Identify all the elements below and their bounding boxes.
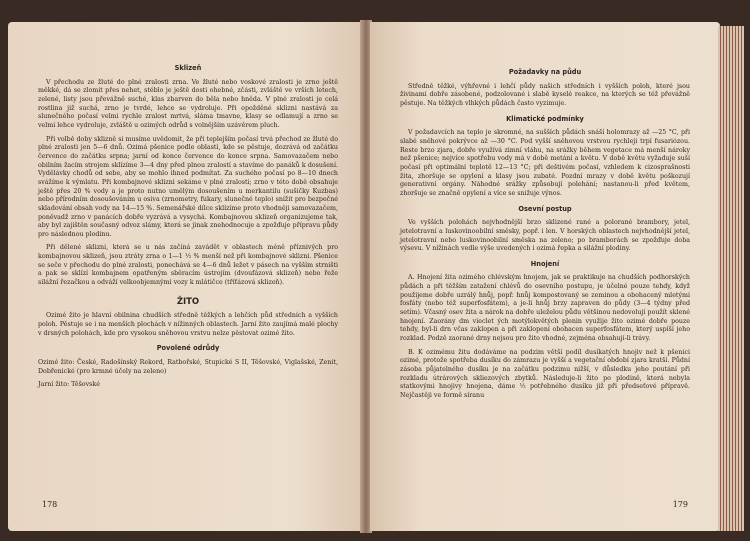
right-column	[400, 62, 690, 406]
paragraph: Při volbě doby sklizně si musíme uvědomit, že při teplejším počasí trvá přechod ze žluté do plné zralosti jen 5—6 dnů. Ozimá pšenice podle oblastí, kde se pěstuje, dozrává od začátku července do začátku srpna; jarní od konce července do konce srpna. Samovazačem nebo obilním žacím strojem sklízíme 3—4 dny před plnou zralostí a stavíme do panáků k dosušení. Vydělávky chodů od sebe, aby se mohlo ihned podmítat. Za suchého počasí po 8—10 dnech svážíme k výmlatu. Při kombajnové sklizni sekáme v plné zralosti; zrno v této době obsahuje ještě přes 20 % vody a je proto nutno umělým dosoušením u merkantilu (sušičky Kuzbas) nebo přírodním dosoušováním u osiva (zrnometry, fukary, slunečné teplo) snížit pro bezpečné skladování obsah vody na 14—15 %. Semenářské dílce sklízíme proto vhodněji samovazačem, poněvadž zrno v panácích dobře vyzrává a vysychá. Kombajnovou sklizeň organizujeme tak, aby byl zajištěn současný odvoz slámy, která se jinak znehodnocuje a zpožďuje přípravu půdy pro následnou plodinu.	[38, 135, 338, 238]
heading-zito: ŽITO	[176, 296, 200, 307]
paragraph: A. Hnojení žita ozimého chlévským hnojem, jak se praktikuje na chudších podhorských půdách a při těžším zatažení chlévů do osevního postupu, je účelné pouze tehdy, když použijeme dobře uzrálý hnůj, popř. hnůj kompostovaný se zeminou a obohacený mletými fosfáty (nebo též superfosfátem), a je-li hnůj brzy zapraven do půdy (3—4 týdny před setím). Včasný osev žita a nárok na dobře uleželou půdu většinou nedovolují použít sklené hnojení. Zaorány dm vieclet ých motýlokvětých plenin využije žito ozimé dobře pouze tehdy, byl-li drn včas zaklopen a při zaklopení obohacen superfosfátem, který uspíší jeho rozklad. Podzě zaorané drny nejsou pro žito vhodné, zejména obsahují-li trávy.	[400, 274, 690, 343]
right-page	[370, 22, 720, 531]
left-column	[38, 58, 338, 395]
paragraph: B. K ozimému žitu dodáváme na podzim větší podíl dusíkatých hnojiv než k pšenici ozimé, protože spotřeba dusíku do zámrazu je vyšší a vegetační období zjara kratší. Půdní zásoba půjatelného dusíku je na začátku podzimu nižší, v důsledku jeho poutání při rozkladu útrárových skliezových zbytků. Následuje-li žito po plodině, která nebyla statkovými hnojivy hnojena, dáme ½ potřebného dusíku již při předseťové přípravě. Nejčastěji ve formě síranu	[400, 348, 690, 399]
paragraph: Ozimé žito je hlavní obilnina chudších středně těžkých a lehčích půd středních a vyšších poloh. Pěstuje se i na menších plochách v nížinných oblastech. Jarní žito zaujímá malé plochy v drsných polohách, kde pro vysokou sněhovou vrstvu nelze pěstovat ozimé žito.	[38, 312, 338, 337]
heading-pozadavky: Požadavky na půdu	[508, 68, 582, 76]
heading-odrudy: Povolené odrůdy	[156, 344, 220, 353]
heading-klima: Klimatické podmínky	[506, 114, 584, 123]
paragraph: Středně těžké, výhřevné i lehčí půdy našich středních i vyšších poloh, které jsou živinami dobře zásobené, podzolované i slabě kyselé reakce, na kterých se též převážně pěstuje. Na těžkých vlhkých půdách často vyzimuje.	[400, 82, 690, 107]
paragraph: Při dělené sklizni, která se u nás začíná zavádět v oblastech méně příznivých pro kombajnovou sklizeň, jsou ztráty zrna o 1—1 ½ % menší než při kombajnové sklizni. Pšenice se seče v přechodu do plné zralosti, ponechává se 4—6 dnů ležet v pásech na vyšším strništi a pak se sklízí kombajnem opatřeným sběracím ústrojím (dvoufázová sklizeň) nebo řeže silážní řezačkou a odváží velkoobjemnými vozy k mlátičce (tříťázová sklizeň).	[38, 244, 338, 287]
heading-osevni: Osevní postup	[518, 204, 572, 213]
paragraph: Jarní žito: Těšovské	[38, 381, 100, 389]
paragraph: V požadavcích na teplo je skromné, na sušších půdách snáší holomrazy až —25 °C, při slabé sněhové pokrývce až —30 °C. Pod vyšší sněhovou vrstvou rychleji trpí fusariózou. Reste brzo zjara, dobře využívá zimní vláhu, na srážky během vegetace má menší nároky než pšenice; nejvíce spotřebu vody má v době metání a květu. V době květu vyžaduje suší počasí při optimální teplotě 12—13 °C; při deštivém počasí, vzhledem k cizosprašnosti žita, zhoršuje se opylení a klasy jsou zubaté. Pozdní mrazy v době květu poškozují generativní orgány. Náhodné srážky způsobují polehání; nastanou-li před květem, zhoršuje se značně opylení a více se snižuje výnos.	[400, 129, 690, 197]
heading-hnojeni: Hnojení	[530, 259, 560, 268]
paragraph: Ve vyšších polohách nejvhodnější brzo sklizené rané a polorané brambory, jetel, jetelotravní a luskovinoobilní směsky, popř. i len. V horských oblastech nejvhodnější jetel, jetelotravní nebo luskovinoobilní směska na zeleno; po bramborách se zpožďuje doba výsevu. V nížinách vedle výše uvedených i ozimá řepka a silážní plodiny.	[400, 219, 690, 253]
page-number-right: 179	[672, 500, 688, 509]
paragraph: V přechodu ze žluté do plné zralosti zrna. Ve žluté nebo voskové zralosti je zrno ještě měkké, dá se zlomit přes nehet, stéblo je ještě dosti ohebné, zčásti, zvláště ve vrších letech, zelené, listy jsou převážně suché, klas zbarven do běla nebo hněda. V plné zralosti je celá rostlina již suchá, zrno je tvrdé, lehce se vydroluje. Při opožděné sklizni nastává za slunečného počasí velmi rychle zralost mrtvá, sláma tmavne, klasy se odlamují a zrno se velmi lehce vydroluje, zvláště u ozimých odrůd s volnějším uzávěrem pluch.	[38, 78, 338, 129]
heading-sklizen: Sklizeň	[174, 64, 202, 72]
paragraph: Ozimé žito: České, Radošínský Rekord, Ratbořské, Stupické S II, Těšovské, Viglašské, Zenit, Dobřenické (pro krmné účely na zeleno)	[38, 359, 338, 375]
page-edges	[718, 26, 744, 531]
left-page	[8, 22, 362, 531]
page-number-left: 178	[42, 500, 58, 509]
